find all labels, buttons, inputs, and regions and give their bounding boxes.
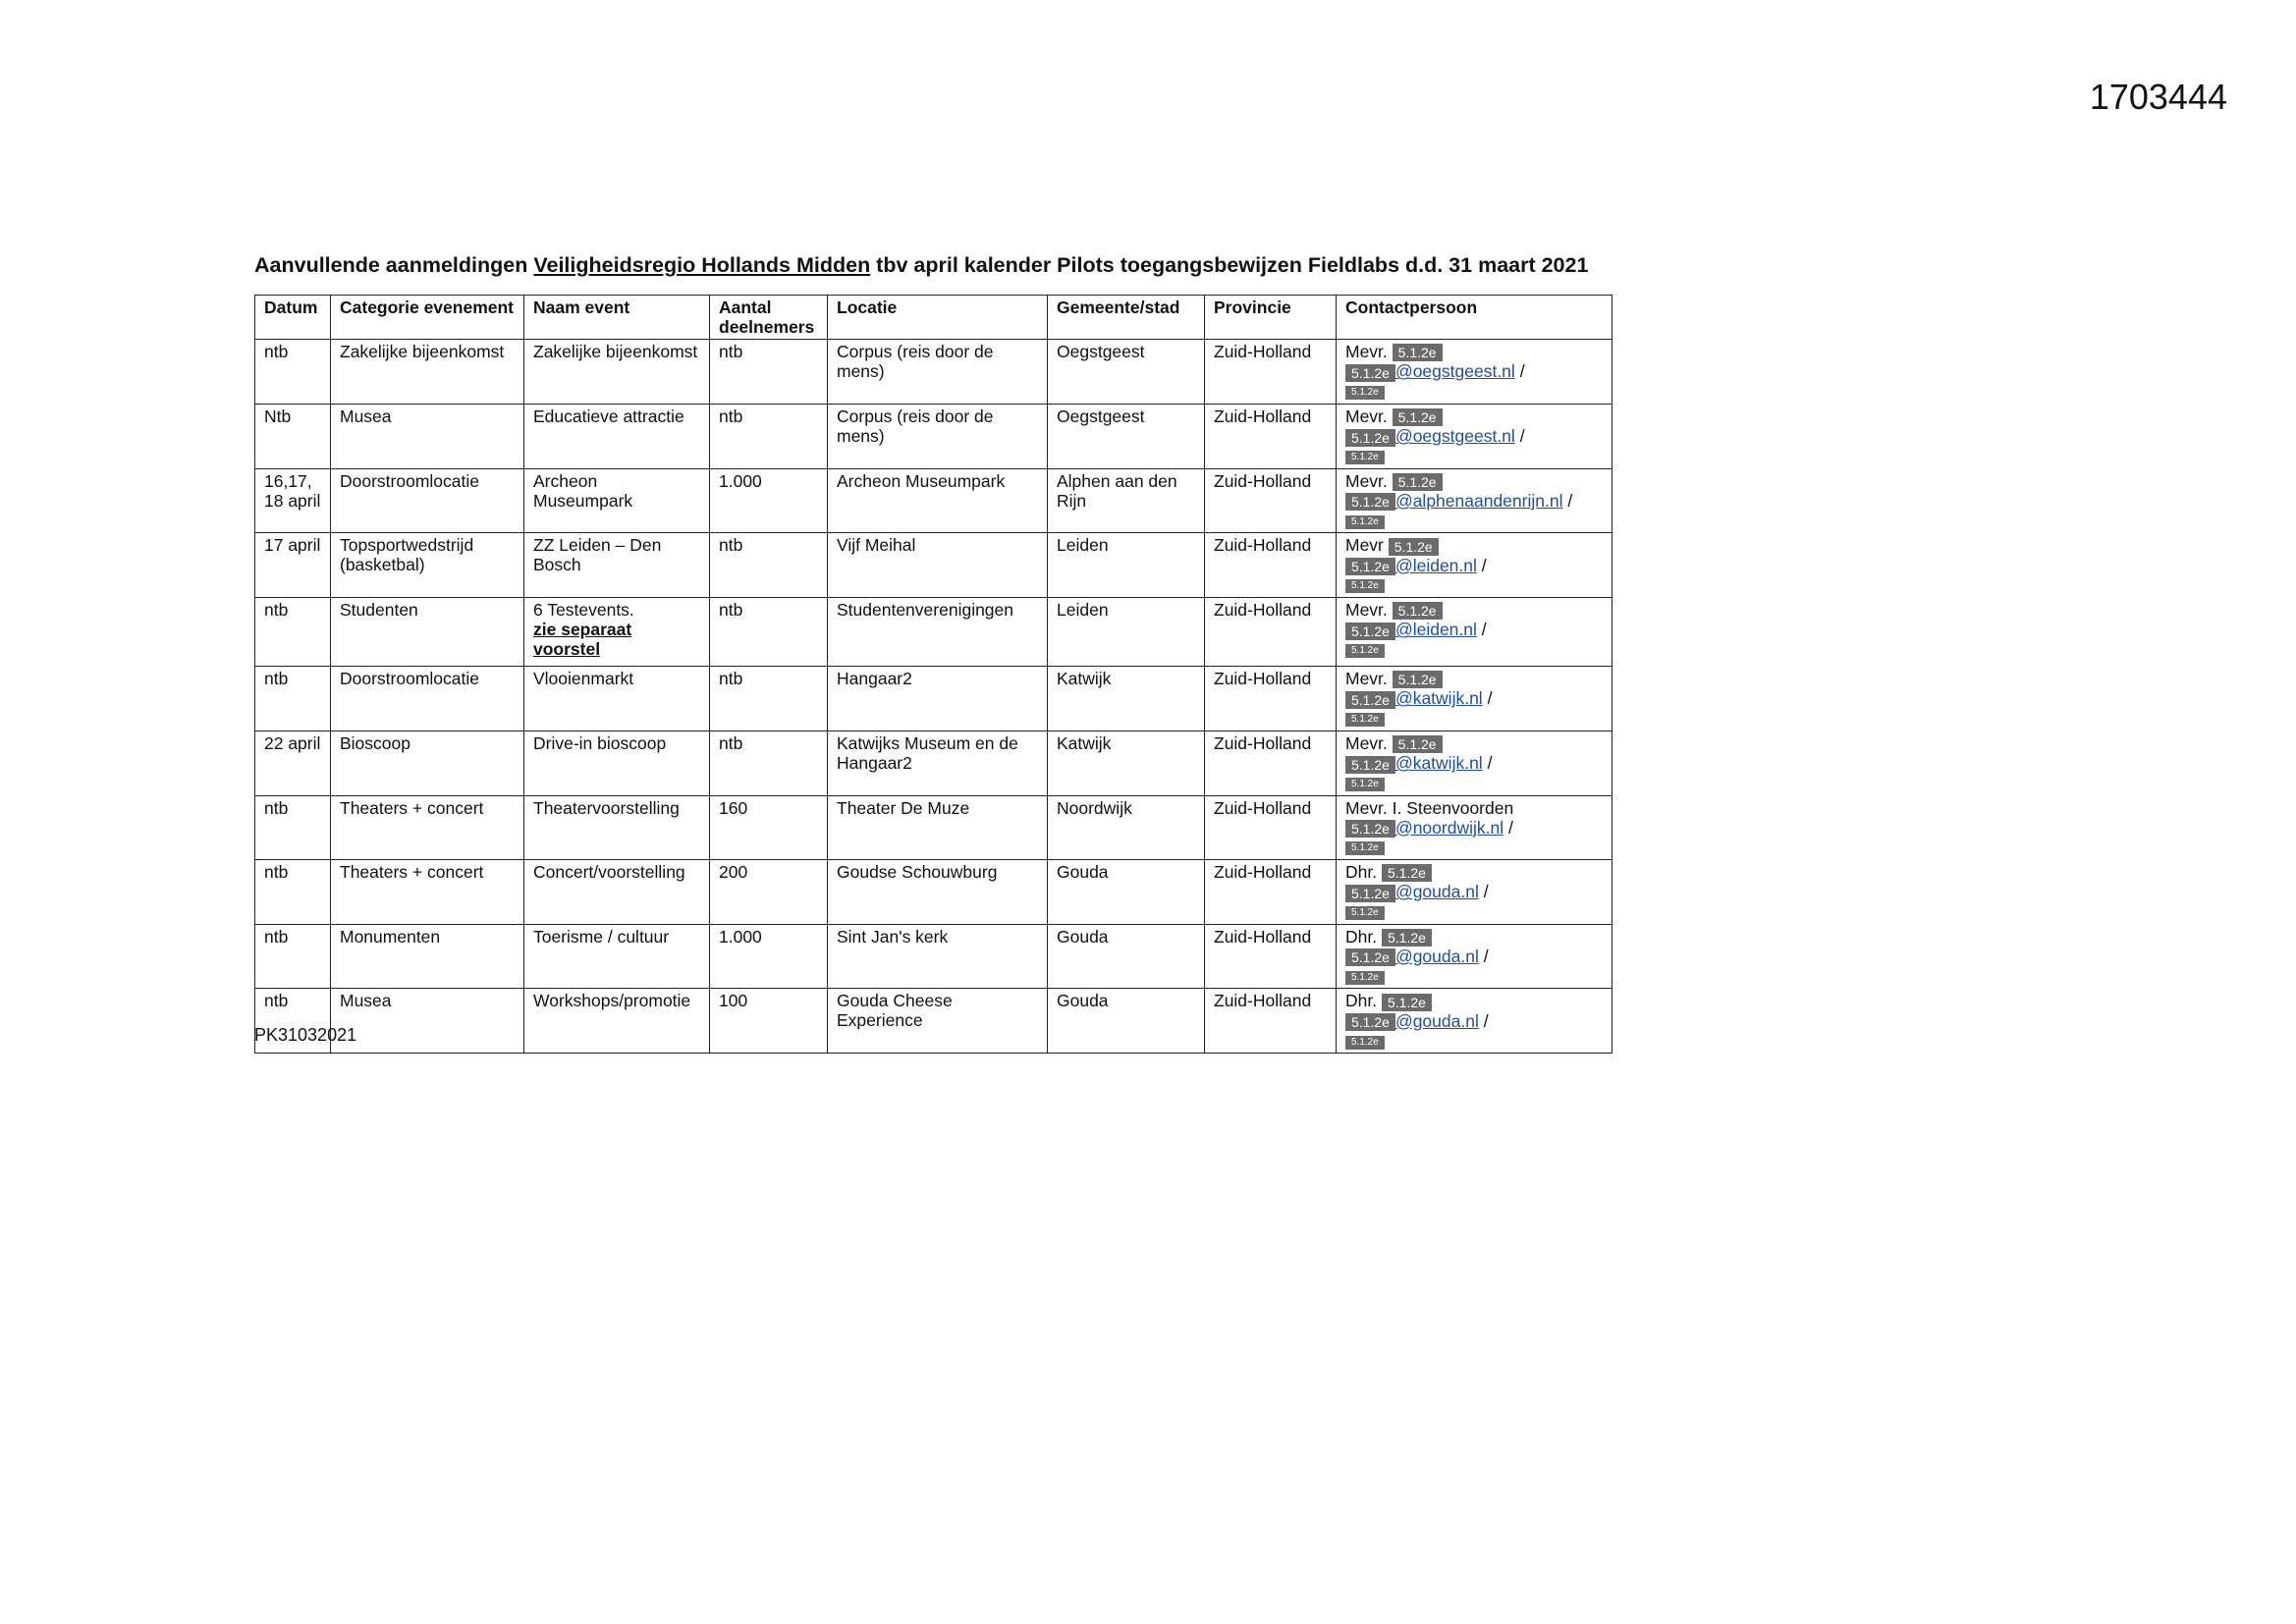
datum-text: Ntb [264, 406, 292, 426]
cell-aantal [710, 924, 828, 989]
contact-extra-line [1345, 382, 1603, 402]
cell-categorie [331, 924, 524, 989]
separator: / [1507, 817, 1513, 838]
redaction-block: 5.1.2e [1345, 948, 1395, 966]
provincie-text: Zuid-Holland [1214, 470, 1312, 491]
redaction-block: 5.1.2e [1345, 841, 1385, 855]
cell-naam [524, 598, 710, 667]
redaction-block: 5.1.2e [1345, 579, 1385, 593]
naam-text: 6 Testevents. [533, 600, 634, 620]
separator: / [1487, 688, 1493, 709]
datum-text: ntb [264, 342, 289, 361]
cell-naam [524, 667, 710, 731]
gemeente-text: Gouda [1057, 926, 1109, 947]
title-suffix: tbv april kalender Pilots toegangsbewijzen Fieldlabs d.d. 31 maart 2021 [870, 253, 1589, 277]
redaction-block: 5.1.2e [1345, 691, 1395, 709]
cell-gemeente [1048, 989, 1205, 1054]
cell-provincie [1205, 795, 1337, 859]
datum-text: ntb [264, 669, 289, 688]
contact-prefix: Mevr. [1345, 470, 1388, 491]
cell-locatie [828, 924, 1048, 989]
title-prefix: Aanvullende aanmeldingen [254, 253, 534, 277]
provincie-text: Zuid-Holland [1214, 861, 1312, 882]
cell-datum [255, 667, 331, 731]
cell-gemeente [1048, 795, 1205, 859]
cell-provincie [1205, 404, 1337, 468]
cell-datum [255, 859, 331, 924]
locatie-text: Corpus (reis door de mens) [837, 342, 994, 381]
provincie-text: Zuid-Holland [1214, 600, 1312, 620]
redaction-block: 5.1.2e [1345, 971, 1385, 985]
redaction-block: 5.1.2e [1393, 671, 1443, 688]
cell-gemeente [1048, 731, 1205, 795]
contact-email-line [1345, 688, 1603, 708]
cell-locatie [828, 598, 1048, 667]
aantal-text: 160 [719, 797, 748, 818]
header-datum: Datum [255, 296, 331, 340]
gemeente-text: Leiden [1057, 535, 1109, 556]
locatie-text: Katwijks Museum en de Hangaar2 [837, 732, 1018, 773]
gemeente-text: Alphen aan den Rijn [1057, 470, 1177, 511]
provincie-text: Zuid-Holland [1214, 991, 1312, 1011]
categorie-text: Doorstroomlocatie [340, 669, 479, 688]
email-link[interactable]: @katwijk.nl [1394, 753, 1483, 774]
redaction-block: 5.1.2e [1345, 429, 1395, 447]
cell-aantal [710, 598, 828, 667]
gemeente-text: Noordwijk [1057, 797, 1132, 818]
redaction-block: 5.1.2e [1345, 713, 1385, 727]
categorie-text: Theaters + concert [340, 797, 484, 818]
cell-gemeente [1048, 404, 1205, 468]
separate-proposal-link[interactable]: zie separaat voorstel [533, 620, 632, 659]
cell-datum [255, 924, 331, 989]
table-body [255, 340, 1613, 1054]
contact-email-line [1345, 882, 1603, 901]
naam-text: Toerisme / cultuur [533, 926, 670, 947]
datum-text: ntb [264, 861, 289, 882]
table-row [255, 468, 1613, 533]
locatie-text: Gouda Cheese Experience [837, 991, 953, 1031]
contact-name-line [1345, 798, 1603, 818]
contact-prefix: Mevr. [1345, 342, 1388, 361]
categorie-text: Musea [340, 406, 392, 426]
cell-provincie [1205, 340, 1337, 405]
contact-email-line [1345, 1011, 1603, 1031]
cell-locatie [828, 340, 1048, 405]
contact-prefix: Mevr. I. Steenvoorden [1345, 797, 1514, 818]
email-link[interactable]: @noordwijk.nl [1394, 817, 1504, 838]
cell-contactpersoon [1337, 859, 1613, 924]
cell-aantal [710, 533, 828, 598]
title-region: Veiligheidsregio Hollands Midden [533, 253, 871, 277]
contact-extra-line [1345, 838, 1603, 857]
categorie-text: Bioscoop [340, 732, 410, 753]
redaction-block: 5.1.2e [1345, 906, 1385, 920]
cell-locatie [828, 731, 1048, 795]
locatie-text: Hangaar2 [837, 669, 912, 688]
naam-text: Theatervoorstelling [533, 797, 680, 818]
redaction-block: 5.1.2e [1345, 885, 1395, 902]
redaction-block: 5.1.2e [1345, 515, 1385, 529]
cell-contactpersoon [1337, 795, 1613, 859]
cell-categorie [331, 468, 524, 533]
naam-text: ZZ Leiden – Den Bosch [533, 535, 662, 575]
locatie-text: Theater De Muze [837, 797, 970, 818]
cell-categorie [331, 731, 524, 795]
cell-datum [255, 598, 331, 667]
contact-name-line [1345, 927, 1603, 947]
cell-provincie [1205, 598, 1337, 667]
contact-email-line [1345, 426, 1603, 446]
contact-email-line [1345, 753, 1603, 773]
aantal-text: ntb [719, 600, 743, 620]
cell-datum [255, 533, 331, 598]
separator: / [1481, 555, 1487, 575]
cell-datum [255, 404, 331, 468]
aantal-text: 1.000 [719, 926, 762, 947]
cell-contactpersoon [1337, 468, 1613, 533]
cell-naam [524, 924, 710, 989]
gemeente-text: Leiden [1057, 600, 1109, 620]
cell-aantal [710, 667, 828, 731]
categorie-text: Doorstroomlocatie [340, 470, 479, 491]
redaction-block: 5.1.2e [1345, 820, 1395, 838]
events-table [254, 295, 1613, 1054]
separator: / [1487, 753, 1493, 774]
table-row [255, 795, 1613, 859]
contact-email-line [1345, 556, 1603, 575]
contact-name-line [1345, 669, 1603, 688]
table-row [255, 924, 1613, 989]
separator: / [1519, 361, 1525, 382]
locatie-text: Sint Jan's kerk [837, 926, 949, 947]
header-locatie: Locatie [828, 296, 1048, 340]
cell-locatie [828, 468, 1048, 533]
redaction-block: 5.1.2e [1345, 1036, 1385, 1050]
aantal-text: 200 [719, 861, 748, 882]
cell-contactpersoon [1337, 667, 1613, 731]
redaction-block: 5.1.2e [1393, 735, 1443, 753]
cell-categorie [331, 340, 524, 405]
contact-prefix: Mevr. [1345, 732, 1388, 753]
redaction-block: 5.1.2e [1345, 756, 1395, 774]
redaction-block: 5.1.2e [1382, 994, 1432, 1011]
contact-prefix: Mevr. [1345, 669, 1388, 688]
redaction-block: 5.1.2e [1382, 929, 1432, 947]
cell-provincie [1205, 667, 1337, 731]
separator: / [1481, 620, 1487, 640]
cell-gemeente [1048, 533, 1205, 598]
datum-text: ntb [264, 600, 289, 620]
contact-extra-line [1345, 966, 1603, 986]
cell-gemeente [1048, 924, 1205, 989]
cell-datum [255, 340, 331, 405]
header-naam-event: Naam event [524, 296, 710, 340]
contact-name-line [1345, 406, 1603, 426]
provincie-text: Zuid-Holland [1214, 797, 1312, 818]
datum-text: ntb [264, 926, 289, 947]
separator: / [1519, 426, 1525, 447]
cell-naam [524, 989, 710, 1054]
datum-text: 17 april [264, 535, 321, 556]
table-row [255, 533, 1613, 598]
cell-locatie [828, 795, 1048, 859]
datum-text: 16,17, 18 april [264, 470, 321, 511]
cell-aantal [710, 468, 828, 533]
cell-provincie [1205, 468, 1337, 533]
cell-datum [255, 731, 331, 795]
header-categorie: Categorie evenement [331, 296, 524, 340]
cell-naam [524, 731, 710, 795]
table-row [255, 598, 1613, 667]
email-link[interactable]: @leiden.nl [1394, 555, 1477, 575]
cell-gemeente [1048, 468, 1205, 533]
email-link[interactable]: @oegstgeest.nl [1394, 426, 1515, 447]
provincie-text: Zuid-Holland [1214, 535, 1312, 556]
cell-aantal [710, 989, 828, 1054]
cell-locatie [828, 859, 1048, 924]
cell-naam [524, 795, 710, 859]
cell-locatie [828, 667, 1048, 731]
aantal-text: ntb [719, 406, 743, 426]
separator: / [1567, 490, 1573, 511]
cell-contactpersoon [1337, 989, 1613, 1054]
aantal-text: ntb [719, 342, 743, 361]
aantal-text: 100 [719, 991, 748, 1011]
contact-prefix: Mevr. [1345, 600, 1388, 620]
provincie-text: Zuid-Holland [1214, 926, 1312, 947]
table-row [255, 731, 1613, 795]
document-number: 1703444 [2089, 77, 2227, 117]
contact-extra-line [1345, 709, 1603, 729]
aantal-text: 1.000 [719, 470, 762, 491]
contact-name-line [1345, 862, 1603, 882]
redaction-block: 5.1.2e [1345, 778, 1385, 791]
table-row [255, 404, 1613, 468]
locatie-text: Archeon Museumpark [837, 470, 1006, 491]
contact-extra-line [1345, 1031, 1603, 1051]
provincie-text: Zuid-Holland [1214, 406, 1312, 426]
separator: / [1483, 882, 1489, 902]
contact-prefix: Dhr. [1345, 926, 1378, 947]
cell-categorie [331, 795, 524, 859]
naam-text: Drive-in bioscoop [533, 732, 667, 753]
contact-email-line [1345, 491, 1603, 511]
footer-reference: PK31032021 [254, 1025, 357, 1045]
provincie-text: Zuid-Holland [1214, 342, 1312, 361]
header-aantal: Aantal deelnemers [710, 296, 828, 340]
cell-aantal [710, 404, 828, 468]
cell-gemeente [1048, 340, 1205, 405]
cell-naam [524, 468, 710, 533]
contact-extra-line [1345, 575, 1603, 595]
email-link[interactable]: @alphenaandenrijn.nl [1394, 490, 1563, 511]
cell-naam [524, 533, 710, 598]
cell-locatie [828, 533, 1048, 598]
redaction-block: 5.1.2e [1345, 1013, 1395, 1031]
email-link[interactable]: @gouda.nl [1394, 947, 1479, 966]
cell-provincie [1205, 731, 1337, 795]
aantal-text: ntb [719, 535, 743, 556]
header-contactpersoon: Contactpersoon [1337, 296, 1613, 340]
naam-text: Archeon Museumpark [533, 470, 633, 511]
contact-email-line [1345, 947, 1603, 966]
redaction-block: 5.1.2e [1393, 473, 1443, 491]
cell-contactpersoon [1337, 404, 1613, 468]
redaction-block: 5.1.2e [1345, 493, 1395, 511]
categorie-text: Musea [340, 991, 392, 1011]
provincie-text: Zuid-Holland [1214, 732, 1312, 753]
document-title [254, 253, 1588, 278]
email-link[interactable]: @katwijk.nl [1394, 688, 1483, 709]
categorie-text: Zakelijke bijeenkomst [340, 342, 505, 361]
table-row [255, 340, 1613, 405]
cell-datum [255, 795, 331, 859]
cell-categorie [331, 533, 524, 598]
gemeente-text: Katwijk [1057, 732, 1112, 753]
contact-extra-line [1345, 447, 1603, 466]
contact-name-line [1345, 342, 1603, 361]
email-link[interactable]: @gouda.nl [1394, 882, 1479, 902]
contact-name-line [1345, 535, 1603, 555]
cell-contactpersoon [1337, 340, 1613, 405]
cell-gemeente [1048, 598, 1205, 667]
header-provincie: Provincie [1205, 296, 1337, 340]
categorie-text: Studenten [340, 600, 418, 620]
cell-gemeente [1048, 667, 1205, 731]
aantal-text: ntb [719, 669, 743, 688]
categorie-text: Monumenten [340, 926, 441, 947]
table-row [255, 667, 1613, 731]
cell-categorie [331, 667, 524, 731]
gemeente-text: Oegstgeest [1057, 406, 1145, 426]
cell-categorie [331, 859, 524, 924]
contact-email-line [1345, 818, 1603, 838]
contact-extra-line [1345, 640, 1603, 660]
redaction-block: 5.1.2e [1393, 602, 1443, 620]
naam-text: Educatieve attractie [533, 406, 684, 426]
cell-categorie [331, 404, 524, 468]
contact-email-line [1345, 361, 1603, 381]
contact-name-line [1345, 733, 1603, 753]
table-header-row [255, 296, 1613, 340]
header-gemeente: Gemeente/stad [1048, 296, 1205, 340]
contact-name-line [1345, 600, 1603, 620]
cell-provincie [1205, 924, 1337, 989]
aantal-text: ntb [719, 732, 743, 753]
cell-categorie [331, 598, 524, 667]
cell-naam [524, 859, 710, 924]
cell-categorie [331, 989, 524, 1054]
cell-contactpersoon [1337, 533, 1613, 598]
contact-name-line [1345, 471, 1603, 491]
redaction-block: 5.1.2e [1345, 364, 1395, 382]
contact-email-line [1345, 620, 1603, 639]
cell-contactpersoon [1337, 731, 1613, 795]
email-link[interactable]: @gouda.nl [1394, 1010, 1479, 1031]
provincie-text: Zuid-Holland [1214, 669, 1312, 688]
redaction-block: 5.1.2e [1345, 451, 1385, 464]
naam-text: Vlooienmarkt [533, 669, 634, 688]
cell-locatie [828, 404, 1048, 468]
cell-provincie [1205, 989, 1337, 1054]
redaction-block: 5.1.2e [1393, 344, 1443, 361]
gemeente-text: Gouda [1057, 991, 1109, 1011]
cell-aantal [710, 731, 828, 795]
cell-locatie [828, 989, 1048, 1054]
categorie-text: Theaters + concert [340, 861, 484, 882]
cell-contactpersoon [1337, 598, 1613, 667]
cell-naam [524, 340, 710, 405]
table-row [255, 989, 1613, 1054]
contact-prefix: Dhr. [1345, 861, 1378, 882]
locatie-text: Studentenverenigingen [837, 600, 1014, 620]
email-link[interactable]: @leiden.nl [1394, 620, 1477, 640]
redaction-block: 5.1.2e [1389, 538, 1439, 556]
gemeente-text: Gouda [1057, 861, 1109, 882]
locatie-text: Corpus (reis door de mens) [837, 406, 994, 446]
redaction-block: 5.1.2e [1382, 864, 1432, 882]
cell-aantal [710, 859, 828, 924]
datum-text: ntb [264, 797, 289, 818]
redaction-block: 5.1.2e [1345, 558, 1395, 575]
cell-aantal [710, 340, 828, 405]
redaction-block: 5.1.2e [1345, 623, 1395, 640]
separator: / [1483, 947, 1489, 966]
separator: / [1483, 1010, 1489, 1031]
redaction-block: 5.1.2e [1345, 644, 1385, 658]
contact-extra-line [1345, 774, 1603, 793]
cell-provincie [1205, 859, 1337, 924]
contact-extra-line [1345, 511, 1603, 530]
email-link[interactable]: @oegstgeest.nl [1394, 361, 1515, 382]
naam-text: Workshops/promotie [533, 991, 691, 1011]
categorie-text: Topsportwedstrijd (basketbal) [340, 535, 474, 575]
cell-provincie [1205, 533, 1337, 598]
redaction-block: 5.1.2e [1393, 408, 1443, 426]
gemeente-text: Oegstgeest [1057, 342, 1145, 361]
datum-text: ntb [264, 991, 289, 1011]
cell-gemeente [1048, 859, 1205, 924]
cell-aantal [710, 795, 828, 859]
contact-prefix: Mevr. [1345, 406, 1388, 426]
contact-prefix: Dhr. [1345, 991, 1378, 1011]
datum-text: 22 april [264, 732, 321, 753]
gemeente-text: Katwijk [1057, 669, 1112, 688]
contact-name-line [1345, 991, 1603, 1010]
cell-naam [524, 404, 710, 468]
naam-text: Zakelijke bijeenkomst [533, 342, 698, 361]
contact-prefix: Mevr [1345, 535, 1384, 556]
cell-contactpersoon [1337, 924, 1613, 989]
naam-text: Concert/voorstelling [533, 861, 685, 882]
table-row [255, 859, 1613, 924]
contact-extra-line [1345, 902, 1603, 922]
redaction-block: 5.1.2e [1345, 386, 1385, 400]
locatie-text: Vijf Meihal [837, 535, 916, 556]
cell-datum [255, 468, 331, 533]
locatie-text: Goudse Schouwburg [837, 861, 998, 882]
